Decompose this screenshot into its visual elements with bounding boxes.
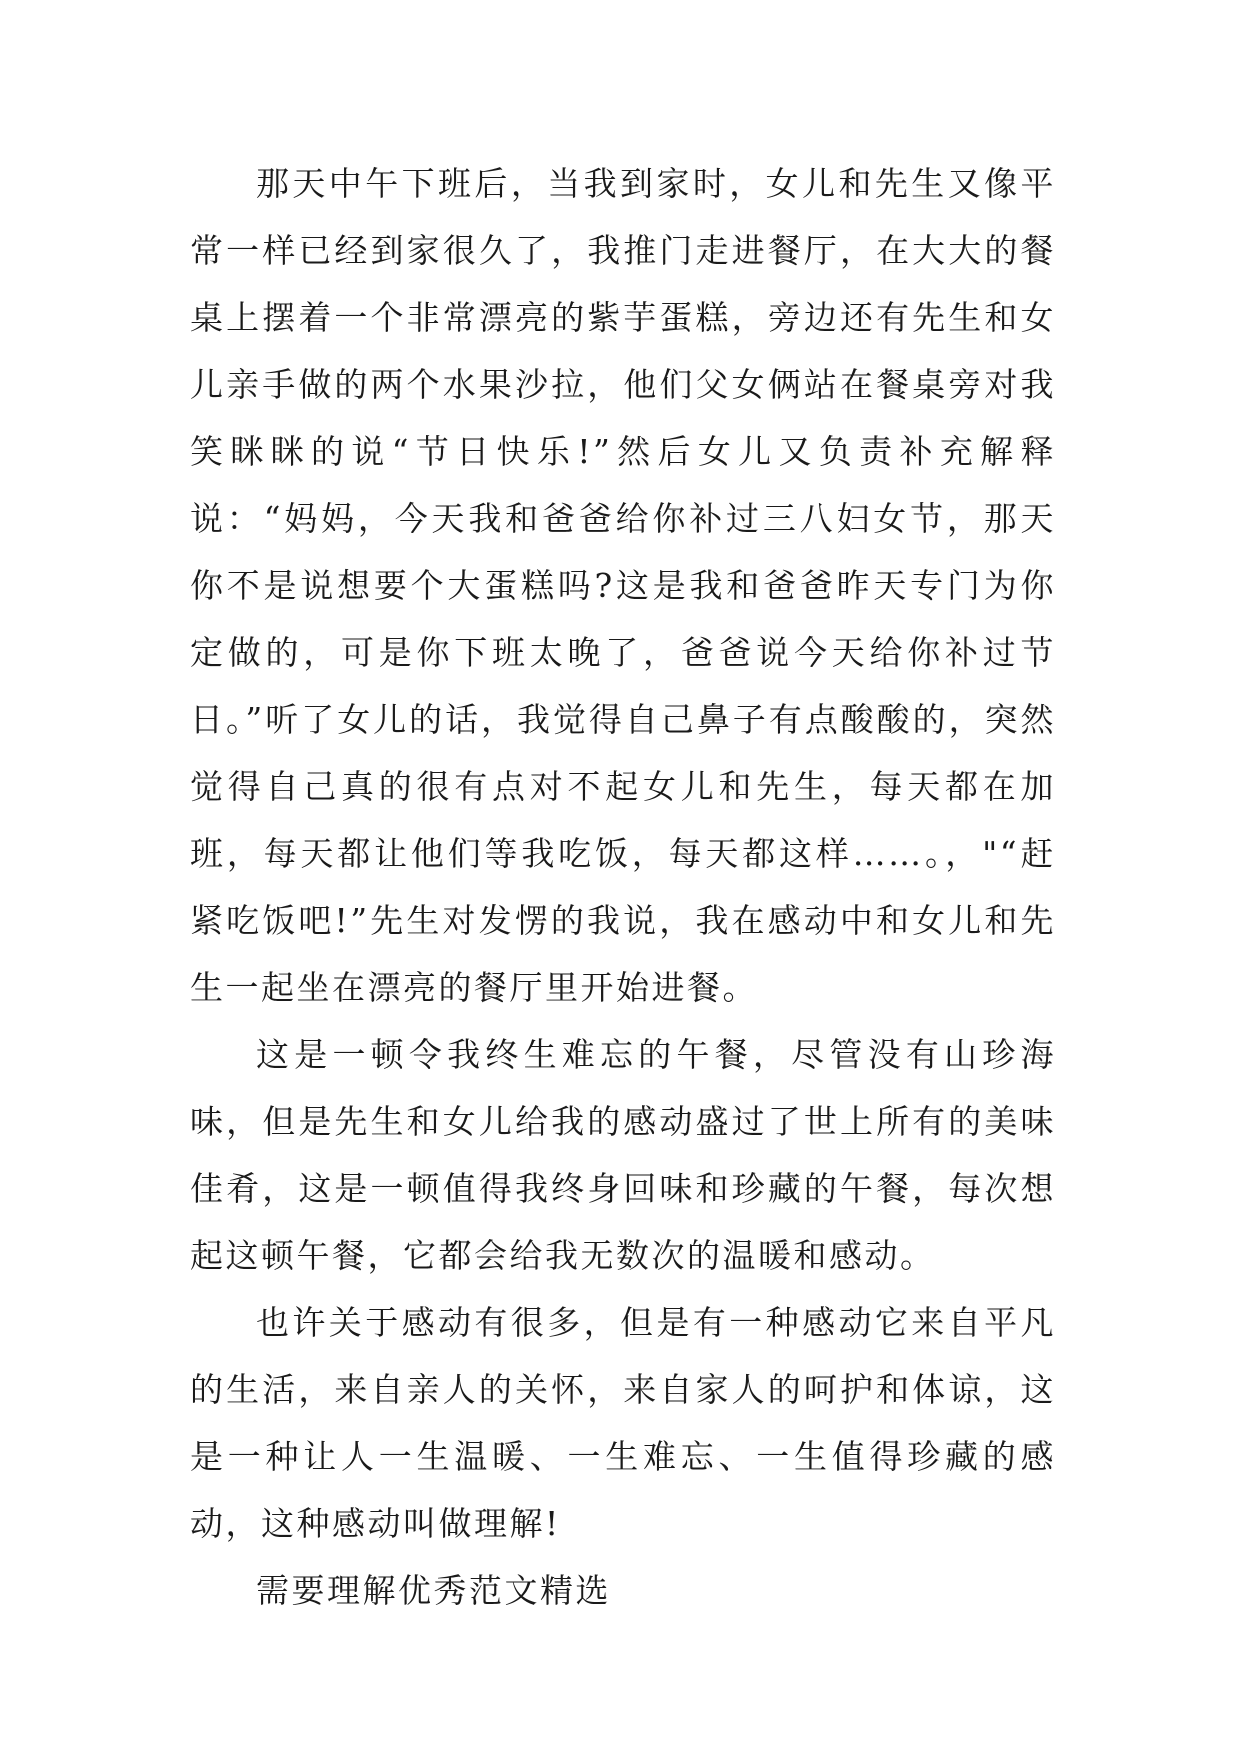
paragraph-3: 也许关于感动有很多，但是有一种感动它来自平凡的生活，来自亲人的关怀，来自家人的呵护和体谅，这是一种让人一生温暖、一生难忘、一生值得珍藏的感动，这种感动叫做理解!	[190, 1303, 1056, 1543]
paragraph-4: 需要理解优秀范文精选	[256, 1571, 611, 1610]
document-page	[190, 150, 1056, 1624]
paragraph-1: 那天中午下班后，当我到家时，女儿和先生又像平常一样已经到家很久了，我推门走进餐厅，在大大的餐桌上摆着一个非常漂亮的紫芋蛋糕，旁边还有先生和女儿亲手做的两个水果沙拉，他们父女俩站在餐桌旁对我笑眯眯的说“节日快乐!”然后女儿又负责补充解释说：“妈妈，今天我和爸爸给你补过三八妇女节，那天你不是说想要个大蛋糕吗?这是我和爸爸昨天专门为你定做的，可是你下班太晚了，爸爸说今天给你补过节日。”听了女儿的话，我觉得自己鼻子有点酸酸的，突然觉得自己真的很有点对不起女儿和先生，每天都在加班，每天都让他们等我吃饭，每天都这样……。，"“赶紧吃饭吧!”先生对发愣的我说，我在感动中和女儿和先生一起坐在漂亮的餐厅里开始进餐。	[190, 164, 1056, 1007]
paragraph-2: 这是一顿令我终生难忘的午餐，尽管没有山珍海味，但是先生和女儿给我的感动盛过了世上所有的美味佳肴，这是一顿值得我终身回味和珍藏的午餐，每次想起这顿午餐，它都会给我无数次的温暖和感动。	[190, 1035, 1056, 1275]
